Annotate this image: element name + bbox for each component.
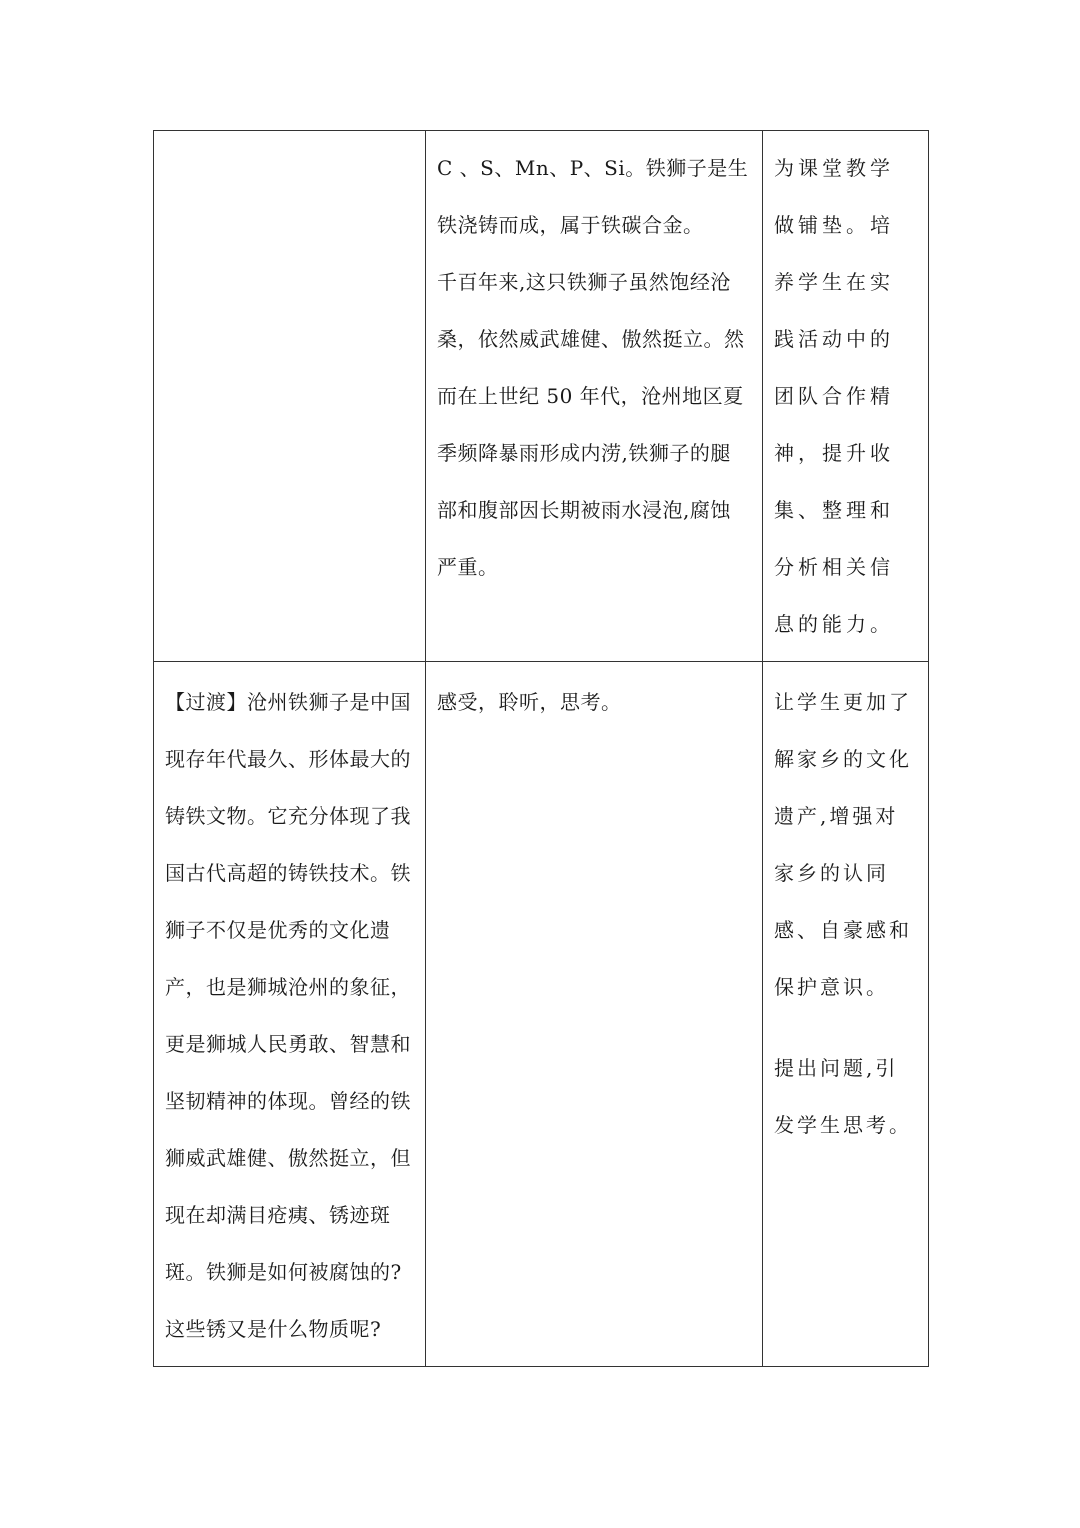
design-intent-cell bbox=[763, 131, 929, 662]
student-activity-cell bbox=[426, 662, 763, 1367]
design-intent-text: 提出问题,引发学生思考。 bbox=[774, 1056, 912, 1137]
design-intent-text: 让学生更加了解家乡的文化遗产,增强对家乡的认同感、自豪感和保护意识。 bbox=[774, 690, 912, 999]
student-activity-text: 千百年来,这只铁狮子虽然饱经沧桑，依然威武雄健、傲然挺立。然而在上世纪 50 年代，沧州地区夏季频降暴雨形成内涝,铁狮子的腿部和腹部因长期被雨水浸泡,腐蚀严重。 bbox=[437, 270, 745, 579]
table-row bbox=[154, 131, 929, 662]
teacher-activity-cell bbox=[154, 131, 426, 662]
teacher-activity-text: 【过渡】沧州铁狮子是中国现存年代最久、形体最大的铸铁文物。它充分体现了我国古代高超的铸铁技术。铁狮子不仅是优秀的文化遗产，也是狮城沧州的象征，更是狮城人民勇敢、智慧和坚韧精神的体现。曾经的铁狮威武雄健、傲然挺立，但现在却满目疮痍、锈迹斑斑。铁狮是如何被腐蚀的?这些锈又是什么物质呢? bbox=[165, 690, 411, 1341]
teacher-activity-cell bbox=[154, 662, 426, 1367]
design-intent-cell bbox=[763, 662, 929, 1367]
student-activity-text: 感受，聆听，思考。 bbox=[437, 690, 622, 714]
student-activity-cell bbox=[426, 131, 763, 662]
student-activity-text: C 、S、Mn、P、Si。铁狮子是生铁浇铸而成，属于铁碳合金。 bbox=[437, 156, 749, 237]
lesson-plan-table bbox=[153, 130, 929, 1367]
design-intent-text: 为课堂教学做铺垫。培养学生在实践活动中的团队合作精神，提升收集、整理和分析相关信息的能力。 bbox=[774, 156, 894, 636]
table-row bbox=[154, 662, 929, 1367]
